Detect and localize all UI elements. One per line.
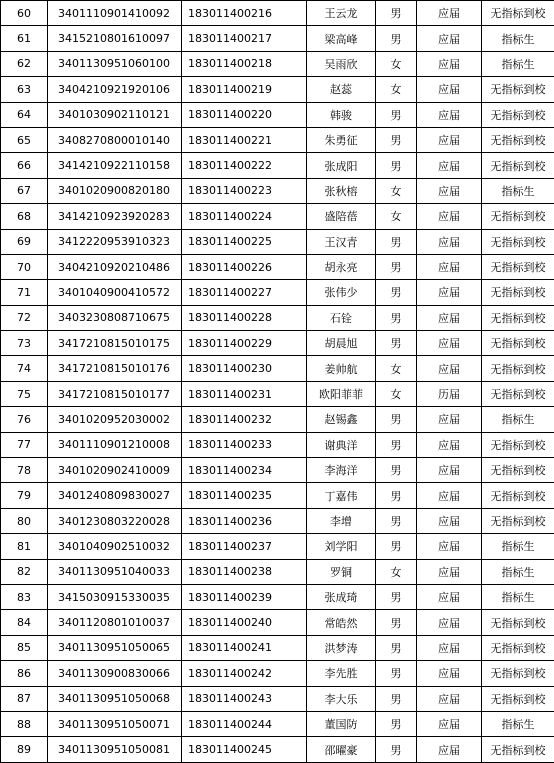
student-name-cell: 张秋榕 — [307, 178, 376, 203]
gender-cell: 女 — [376, 559, 417, 584]
status-cell: 应届 — [417, 584, 482, 609]
gender-cell: 男 — [376, 584, 417, 609]
admission-type-cell: 指标生 — [482, 534, 554, 559]
admission-type-cell: 无指标到校 — [482, 153, 554, 178]
row-number-cell: 89 — [1, 737, 48, 762]
gender-cell: 男 — [376, 254, 417, 279]
admission-type-cell: 指标生 — [482, 26, 554, 51]
admission-type-cell: 指标生 — [482, 407, 554, 432]
exam-number-cell: 183011400217 — [182, 26, 307, 51]
status-cell: 应届 — [417, 483, 482, 508]
table-row — [1, 305, 554, 330]
student-name-cell: 吴雨欣 — [307, 51, 376, 76]
admission-type-cell: 无指标到校 — [482, 686, 554, 711]
status-cell: 应届 — [417, 458, 482, 483]
student-name-cell: 常皓然 — [307, 610, 376, 635]
gender-cell: 女 — [376, 77, 417, 102]
row-number-cell: 78 — [1, 458, 48, 483]
gender-cell: 男 — [376, 229, 417, 254]
table-row — [1, 356, 554, 381]
gender-cell: 女 — [376, 356, 417, 381]
row-number-cell: 85 — [1, 635, 48, 660]
id-number-cell: 3412220953910323 — [48, 229, 182, 254]
student-name-cell: 盛陪蓓 — [307, 204, 376, 229]
exam-number-cell: 183011400229 — [182, 331, 307, 356]
status-cell: 应届 — [417, 178, 482, 203]
student-name-cell: 赵蕊 — [307, 77, 376, 102]
table-row — [1, 407, 554, 432]
admission-type-cell: 指标生 — [482, 559, 554, 584]
row-number-cell: 88 — [1, 711, 48, 736]
status-cell: 应届 — [417, 102, 482, 127]
exam-number-cell: 183011400228 — [182, 305, 307, 330]
gender-cell: 男 — [376, 26, 417, 51]
admission-type-cell: 无指标到校 — [482, 77, 554, 102]
exam-number-cell: 183011400240 — [182, 610, 307, 635]
row-number-cell: 65 — [1, 127, 48, 152]
gender-cell: 女 — [376, 204, 417, 229]
row-number-cell: 63 — [1, 77, 48, 102]
gender-cell: 男 — [376, 305, 417, 330]
row-number-cell: 60 — [1, 1, 48, 26]
table-row — [1, 331, 554, 356]
id-number-cell: 3401130951050068 — [48, 686, 182, 711]
student-name-cell: 洪梦涛 — [307, 635, 376, 660]
table-row — [1, 178, 554, 203]
student-name-cell: 李先胜 — [307, 661, 376, 686]
student-name-cell: 丁嘉伟 — [307, 483, 376, 508]
row-number-cell: 86 — [1, 661, 48, 686]
row-number-cell: 61 — [1, 26, 48, 51]
status-cell: 应届 — [417, 711, 482, 736]
admission-type-cell: 无指标到校 — [482, 737, 554, 762]
table-row — [1, 127, 554, 152]
id-number-cell: 3403230808710675 — [48, 305, 182, 330]
admission-type-cell: 指标生 — [482, 178, 554, 203]
id-number-cell: 3417210815010177 — [48, 381, 182, 406]
admission-type-cell: 无指标到校 — [482, 635, 554, 660]
table-row — [1, 77, 554, 102]
row-number-cell: 81 — [1, 534, 48, 559]
id-number-cell: 3401020900820180 — [48, 178, 182, 203]
row-number-cell: 70 — [1, 254, 48, 279]
admission-type-cell: 无指标到校 — [482, 483, 554, 508]
gender-cell: 男 — [376, 686, 417, 711]
student-name-cell: 李海洋 — [307, 458, 376, 483]
id-number-cell: 3401020902410009 — [48, 458, 182, 483]
status-cell: 应届 — [417, 254, 482, 279]
gender-cell: 女 — [376, 381, 417, 406]
gender-cell: 男 — [376, 102, 417, 127]
row-number-cell: 64 — [1, 102, 48, 127]
admission-type-cell: 指标生 — [482, 51, 554, 76]
gender-cell: 男 — [376, 534, 417, 559]
row-number-cell: 72 — [1, 305, 48, 330]
status-cell: 应届 — [417, 51, 482, 76]
table-body — [1, 1, 554, 763]
exam-number-cell: 183011400234 — [182, 458, 307, 483]
id-number-cell: 3415210801610097 — [48, 26, 182, 51]
student-name-cell: 罗铜 — [307, 559, 376, 584]
id-number-cell: 3404210920210486 — [48, 254, 182, 279]
row-number-cell: 74 — [1, 356, 48, 381]
student-name-cell: 石铨 — [307, 305, 376, 330]
table-row — [1, 458, 554, 483]
status-cell: 应届 — [417, 26, 482, 51]
student-name-cell: 张伟少 — [307, 280, 376, 305]
table-row — [1, 508, 554, 533]
status-cell: 应届 — [417, 534, 482, 559]
exam-number-cell: 183011400221 — [182, 127, 307, 152]
id-number-cell: 3401240809830027 — [48, 483, 182, 508]
status-cell: 应届 — [417, 77, 482, 102]
table-row — [1, 610, 554, 635]
row-number-cell: 87 — [1, 686, 48, 711]
exam-number-cell: 183011400223 — [182, 178, 307, 203]
admission-type-cell: 无指标到校 — [482, 204, 554, 229]
row-number-cell: 79 — [1, 483, 48, 508]
exam-number-cell: 183011400244 — [182, 711, 307, 736]
student-name-cell: 朱勇征 — [307, 127, 376, 152]
student-name-cell: 王云龙 — [307, 1, 376, 26]
table-row — [1, 584, 554, 609]
status-cell: 应届 — [417, 1, 482, 26]
table-row — [1, 204, 554, 229]
student-name-cell: 赵锡鑫 — [307, 407, 376, 432]
status-cell: 应届 — [417, 305, 482, 330]
status-cell: 应届 — [417, 280, 482, 305]
status-cell: 应届 — [417, 737, 482, 762]
exam-number-cell: 183011400227 — [182, 280, 307, 305]
gender-cell: 男 — [376, 407, 417, 432]
exam-number-cell: 183011400218 — [182, 51, 307, 76]
row-number-cell: 83 — [1, 584, 48, 609]
status-cell: 应届 — [417, 356, 482, 381]
status-cell: 应届 — [417, 229, 482, 254]
id-number-cell: 3415030915330035 — [48, 584, 182, 609]
admission-type-cell: 无指标到校 — [482, 1, 554, 26]
id-number-cell: 3408270800010140 — [48, 127, 182, 152]
gender-cell: 男 — [376, 280, 417, 305]
id-number-cell: 3401130900830066 — [48, 661, 182, 686]
exam-number-cell: 183011400232 — [182, 407, 307, 432]
admission-type-cell: 无指标到校 — [482, 458, 554, 483]
status-cell: 应届 — [417, 331, 482, 356]
table-row — [1, 686, 554, 711]
exam-number-cell: 183011400237 — [182, 534, 307, 559]
exam-number-cell: 183011400222 — [182, 153, 307, 178]
table-row — [1, 483, 554, 508]
exam-number-cell: 183011400239 — [182, 584, 307, 609]
student-name-cell: 刘学阳 — [307, 534, 376, 559]
gender-cell: 男 — [376, 331, 417, 356]
gender-cell: 男 — [376, 153, 417, 178]
admission-type-cell: 指标生 — [482, 711, 554, 736]
row-number-cell: 73 — [1, 331, 48, 356]
admission-type-cell: 无指标到校 — [482, 229, 554, 254]
table-row — [1, 1, 554, 26]
row-number-cell: 66 — [1, 153, 48, 178]
table-row — [1, 559, 554, 584]
exam-number-cell: 183011400238 — [182, 559, 307, 584]
id-number-cell: 3401130951050071 — [48, 711, 182, 736]
id-number-cell: 3401130951050065 — [48, 635, 182, 660]
admission-type-cell: 指标生 — [482, 584, 554, 609]
student-name-cell: 张成阳 — [307, 153, 376, 178]
row-number-cell: 75 — [1, 381, 48, 406]
gender-cell: 男 — [376, 127, 417, 152]
row-number-cell: 69 — [1, 229, 48, 254]
gender-cell: 男 — [376, 432, 417, 457]
admission-type-cell: 无指标到校 — [482, 381, 554, 406]
table-row — [1, 102, 554, 127]
gender-cell: 女 — [376, 178, 417, 203]
id-number-cell: 3404210921920106 — [48, 77, 182, 102]
row-number-cell: 71 — [1, 280, 48, 305]
exam-number-cell: 183011400219 — [182, 77, 307, 102]
gender-cell: 男 — [376, 483, 417, 508]
student-name-cell: 李增 — [307, 508, 376, 533]
student-name-cell: 邵曜豪 — [307, 737, 376, 762]
student-name-cell: 胡晨旭 — [307, 331, 376, 356]
gender-cell: 男 — [376, 635, 417, 660]
table-row — [1, 153, 554, 178]
exam-number-cell: 183011400226 — [182, 254, 307, 279]
table-row — [1, 711, 554, 736]
gender-cell: 男 — [376, 458, 417, 483]
row-number-cell: 62 — [1, 51, 48, 76]
table-row — [1, 432, 554, 457]
id-number-cell: 3417210815010176 — [48, 356, 182, 381]
id-number-cell: 3401130951040033 — [48, 559, 182, 584]
gender-cell: 男 — [376, 661, 417, 686]
row-number-cell: 76 — [1, 407, 48, 432]
status-cell: 应届 — [417, 127, 482, 152]
status-cell: 应届 — [417, 204, 482, 229]
student-name-cell: 张成琦 — [307, 584, 376, 609]
admission-type-cell: 无指标到校 — [482, 508, 554, 533]
gender-cell: 男 — [376, 610, 417, 635]
exam-number-cell: 183011400236 — [182, 508, 307, 533]
gender-cell: 女 — [376, 51, 417, 76]
id-number-cell: 3414210923920283 — [48, 204, 182, 229]
row-number-cell: 84 — [1, 610, 48, 635]
row-number-cell: 80 — [1, 508, 48, 533]
status-cell: 历届 — [417, 381, 482, 406]
table-row — [1, 381, 554, 406]
id-number-cell: 3401110901410092 — [48, 1, 182, 26]
exam-number-cell: 183011400245 — [182, 737, 307, 762]
status-cell: 应届 — [417, 635, 482, 660]
id-number-cell: 3401130951060100 — [48, 51, 182, 76]
admission-type-cell: 无指标到校 — [482, 610, 554, 635]
student-name-cell: 姜帅航 — [307, 356, 376, 381]
row-number-cell: 68 — [1, 204, 48, 229]
row-number-cell: 77 — [1, 432, 48, 457]
exam-number-cell: 183011400231 — [182, 381, 307, 406]
id-number-cell: 3401110901210008 — [48, 432, 182, 457]
exam-number-cell: 183011400242 — [182, 661, 307, 686]
status-cell: 应届 — [417, 508, 482, 533]
student-name-cell: 梁高峰 — [307, 26, 376, 51]
status-cell: 应届 — [417, 407, 482, 432]
student-name-cell: 胡永亮 — [307, 254, 376, 279]
exam-number-cell: 183011400233 — [182, 432, 307, 457]
exam-number-cell: 183011400241 — [182, 635, 307, 660]
exam-number-cell: 183011400224 — [182, 204, 307, 229]
table-row — [1, 229, 554, 254]
id-number-cell: 3401030902110121 — [48, 102, 182, 127]
status-cell: 应届 — [417, 153, 482, 178]
id-number-cell: 3401020952030002 — [48, 407, 182, 432]
row-number-cell: 67 — [1, 178, 48, 203]
admission-type-cell: 无指标到校 — [482, 331, 554, 356]
gender-cell: 男 — [376, 1, 417, 26]
admission-type-cell: 无指标到校 — [482, 356, 554, 381]
table-row — [1, 280, 554, 305]
id-number-cell: 3401230803220028 — [48, 508, 182, 533]
gender-cell: 男 — [376, 508, 417, 533]
admission-type-cell: 无指标到校 — [482, 661, 554, 686]
table-row — [1, 51, 554, 76]
id-number-cell: 3401040902510032 — [48, 534, 182, 559]
admission-type-cell: 无指标到校 — [482, 254, 554, 279]
admission-type-cell: 无指标到校 — [482, 127, 554, 152]
exam-number-cell: 183011400230 — [182, 356, 307, 381]
exam-number-cell: 183011400216 — [182, 1, 307, 26]
table-row — [1, 254, 554, 279]
admission-type-cell: 无指标到校 — [482, 280, 554, 305]
admission-type-cell: 无指标到校 — [482, 102, 554, 127]
gender-cell: 男 — [376, 711, 417, 736]
student-name-cell: 王汉青 — [307, 229, 376, 254]
table-row — [1, 26, 554, 51]
admission-type-cell: 无指标到校 — [482, 305, 554, 330]
table-row — [1, 661, 554, 686]
status-cell: 应届 — [417, 559, 482, 584]
student-name-cell: 谢典洋 — [307, 432, 376, 457]
id-number-cell: 3414210922110158 — [48, 153, 182, 178]
exam-number-cell: 183011400220 — [182, 102, 307, 127]
admission-type-cell: 无指标到校 — [482, 432, 554, 457]
id-number-cell: 3401040900410572 — [48, 280, 182, 305]
id-number-cell: 3401120801010037 — [48, 610, 182, 635]
exam-number-cell: 183011400243 — [182, 686, 307, 711]
id-number-cell: 3417210815010175 — [48, 331, 182, 356]
student-name-cell: 李大乐 — [307, 686, 376, 711]
table-row — [1, 737, 554, 762]
id-number-cell: 3401130951050081 — [48, 737, 182, 762]
student-name-cell: 董国防 — [307, 711, 376, 736]
table-row — [1, 534, 554, 559]
status-cell: 应届 — [417, 686, 482, 711]
status-cell: 应届 — [417, 610, 482, 635]
table-row — [1, 635, 554, 660]
gender-cell: 男 — [376, 737, 417, 762]
student-name-cell: 欧阳菲菲 — [307, 381, 376, 406]
exam-number-cell: 183011400225 — [182, 229, 307, 254]
exam-number-cell: 183011400235 — [182, 483, 307, 508]
status-cell: 应届 — [417, 661, 482, 686]
row-number-cell: 82 — [1, 559, 48, 584]
student-name-cell: 韩骏 — [307, 102, 376, 127]
status-cell: 应届 — [417, 432, 482, 457]
